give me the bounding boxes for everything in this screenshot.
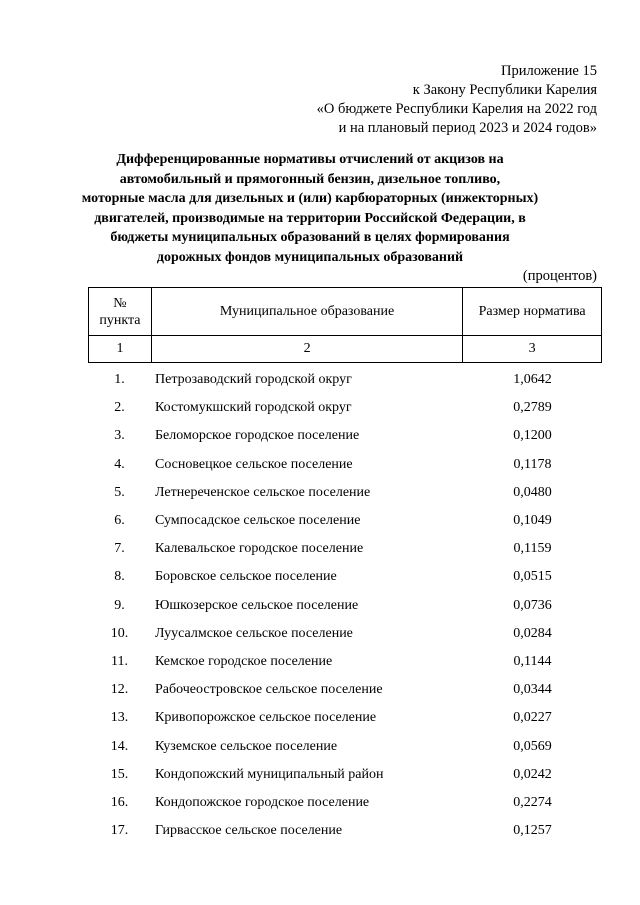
header-num bbox=[89, 288, 152, 336]
title-line: автомобильный и прямогонный бензин, дизельное топливо, bbox=[119, 171, 501, 187]
row-municipality: Луусалмское сельское поселение bbox=[155, 625, 353, 641]
title-line: двигателей, производимые на территории Российской Федерации, в bbox=[94, 210, 526, 226]
table-row bbox=[88, 704, 602, 732]
table-row bbox=[88, 620, 602, 648]
title-line: Дифференцированные нормативы отчислений от акцизов на bbox=[116, 152, 504, 167]
row-municipality: Куземское сельское поселение bbox=[155, 738, 338, 754]
row-number: 15. bbox=[110, 766, 129, 782]
column-number-row bbox=[89, 336, 602, 363]
column-number: 1 bbox=[89, 336, 152, 363]
row-norm-value: 0,0227 bbox=[513, 710, 552, 726]
row-number: 5. bbox=[114, 484, 125, 500]
row-norm-value: 0,1049 bbox=[513, 513, 552, 529]
appendix-line: и на плановый период 2023 и 2024 годов» bbox=[338, 120, 597, 136]
column-number: 2 bbox=[151, 336, 462, 363]
column-number: 3 bbox=[463, 336, 602, 363]
row-norm-value: 0,0242 bbox=[513, 766, 552, 782]
units-label: (процентов) bbox=[522, 268, 597, 284]
row-norm-value: 0,1257 bbox=[513, 823, 552, 839]
row-norm-value: 0,0284 bbox=[513, 625, 552, 641]
appendix-line: к Закону Республики Карелия bbox=[412, 82, 597, 98]
row-norm-value: 0,0569 bbox=[513, 738, 552, 754]
table-row bbox=[88, 789, 602, 817]
table-body bbox=[88, 366, 602, 845]
appendix-line: Приложение 15 bbox=[501, 63, 597, 79]
row-number: 2. bbox=[114, 400, 125, 416]
header-name: Муниципальное образование bbox=[151, 288, 462, 336]
title-line: моторные масла для дизельных и (или) карбюраторных (инжекторных) bbox=[81, 191, 539, 206]
row-norm-value: 0,0480 bbox=[513, 484, 552, 500]
row-number: 4. bbox=[114, 456, 125, 472]
row-norm-value: 0,0515 bbox=[513, 569, 552, 585]
row-norm-value: 0,1159 bbox=[513, 541, 552, 557]
row-municipality: Летнереченское сельское поселение bbox=[155, 484, 371, 500]
table-row bbox=[88, 676, 602, 704]
row-norm-value: 0,1200 bbox=[513, 428, 552, 444]
row-norm-value: 0,0736 bbox=[513, 597, 552, 613]
table-row bbox=[88, 761, 602, 789]
table-row bbox=[88, 732, 602, 760]
table-header bbox=[88, 287, 602, 363]
title-line: бюджеты муниципальных образований в целях формирования bbox=[110, 230, 510, 245]
table-row bbox=[88, 451, 602, 479]
row-number: 6. bbox=[114, 513, 125, 529]
table-row bbox=[88, 507, 602, 535]
row-norm-value: 1,0642 bbox=[513, 372, 552, 388]
document-title bbox=[60, 150, 560, 267]
table-row bbox=[88, 422, 602, 450]
row-number: 13. bbox=[110, 710, 129, 726]
row-number: 3. bbox=[114, 428, 125, 444]
row-municipality: Гирвасское сельское поселение bbox=[155, 823, 343, 839]
row-number: 1. bbox=[114, 372, 125, 388]
row-municipality: Сумпосадское сельское поселение bbox=[155, 513, 361, 529]
row-municipality: Калевальское городское поселение bbox=[155, 541, 364, 557]
row-municipality: Кондопожское городское поселение bbox=[155, 794, 370, 810]
row-number: 8. bbox=[114, 569, 125, 585]
header-row bbox=[89, 288, 602, 336]
row-municipality: Юшкозерское сельское поселение bbox=[155, 597, 359, 613]
header-num-line2: пункта bbox=[99, 312, 141, 328]
row-municipality: Костомукшский городской округ bbox=[155, 400, 352, 416]
appendix-line: «О бюджете Республики Карелия на 2022 год bbox=[316, 101, 597, 117]
row-municipality: Рабочеостровское сельское поселение bbox=[155, 682, 383, 698]
table-row bbox=[88, 592, 602, 620]
row-municipality: Петрозаводский городской округ bbox=[155, 372, 352, 388]
row-norm-value: 0,2789 bbox=[513, 400, 552, 416]
table-row bbox=[88, 366, 602, 394]
table-row bbox=[88, 479, 602, 507]
header-value: Размер норматива bbox=[463, 288, 602, 336]
row-municipality: Кривопорожское сельское поселение bbox=[155, 710, 377, 726]
table-row bbox=[88, 394, 602, 422]
row-number: 16. bbox=[110, 794, 129, 810]
row-norm-value: 0,1144 bbox=[513, 653, 552, 669]
header-num-line1: № bbox=[113, 295, 127, 311]
row-number: 11. bbox=[111, 653, 128, 669]
table-row bbox=[88, 817, 602, 845]
row-number: 12. bbox=[110, 682, 129, 698]
row-municipality: Беломорское городское поселение bbox=[155, 428, 360, 444]
table-row bbox=[88, 535, 602, 563]
row-number: 10. bbox=[110, 625, 129, 641]
row-municipality: Кемское городское поселение bbox=[155, 653, 333, 669]
row-norm-value: 0,2274 bbox=[513, 794, 552, 810]
row-number: 9. bbox=[114, 597, 125, 613]
row-municipality: Боровское сельское поселение bbox=[155, 569, 337, 585]
row-norm-value: 0,0344 bbox=[513, 682, 552, 698]
row-number: 7. bbox=[114, 541, 125, 557]
row-number: 14. bbox=[110, 738, 129, 754]
table-row bbox=[88, 648, 602, 676]
row-norm-value: 0,1178 bbox=[513, 456, 552, 472]
table-row bbox=[88, 563, 602, 591]
appendix-reference bbox=[317, 62, 597, 138]
title-line: дорожных фондов муниципальных образований bbox=[156, 249, 464, 265]
row-municipality: Кондопожский муниципальный район bbox=[155, 766, 384, 782]
row-municipality: Сосновецкое сельское поселение bbox=[155, 456, 353, 472]
row-number: 17. bbox=[110, 823, 129, 839]
